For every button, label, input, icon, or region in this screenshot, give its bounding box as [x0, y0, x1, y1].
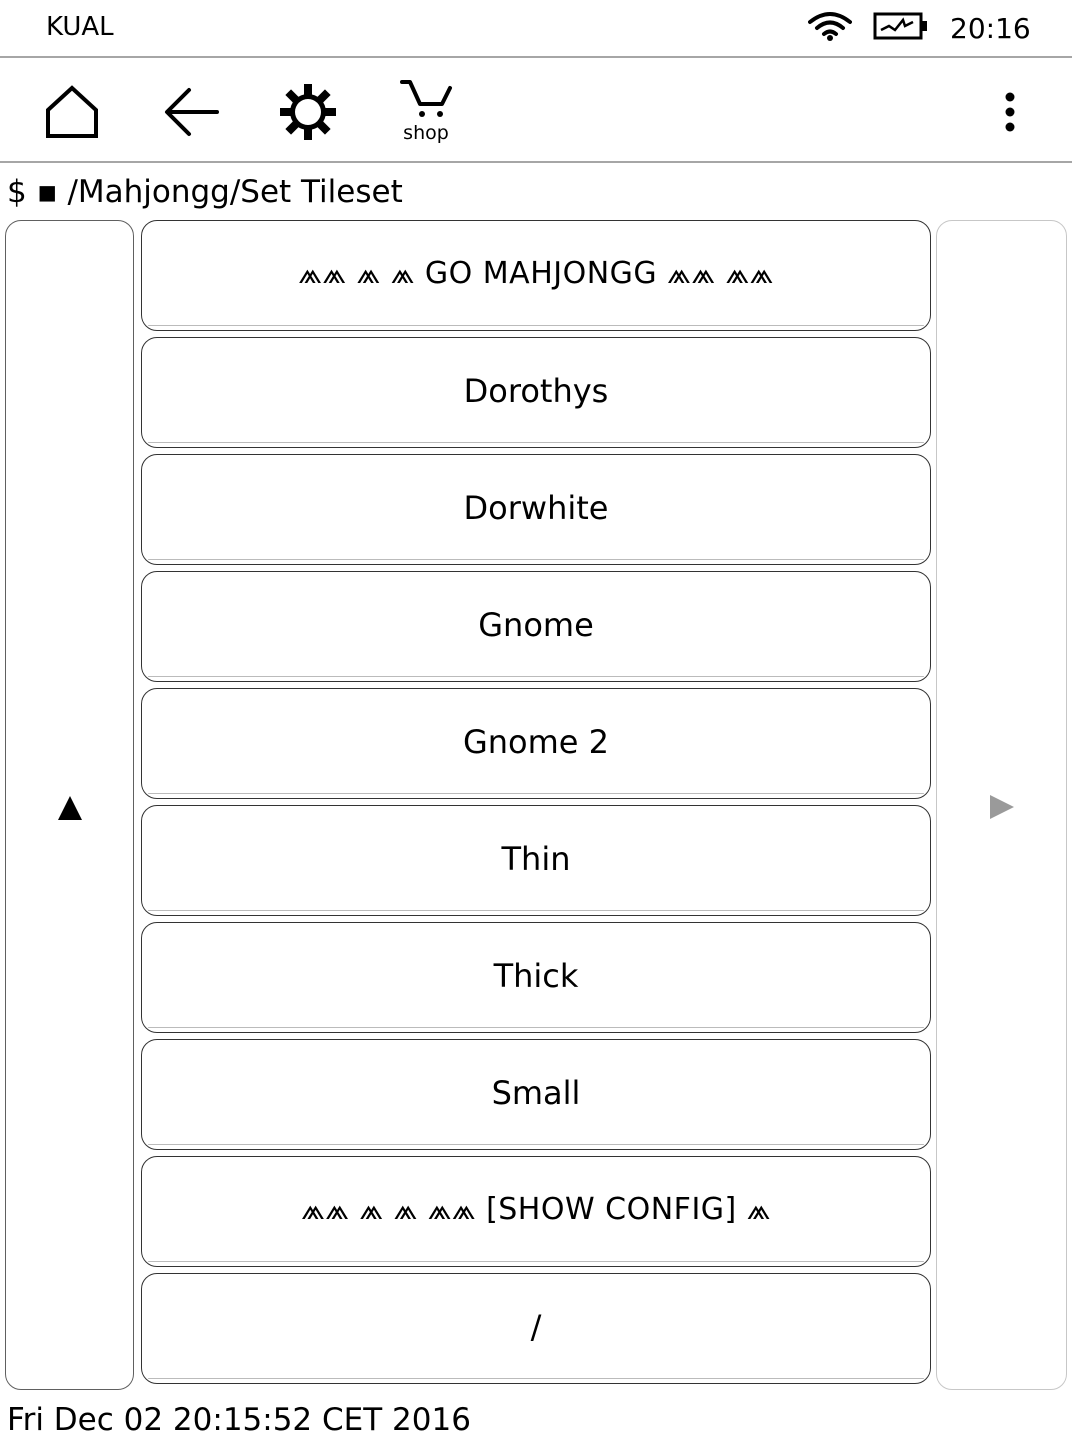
- footer-timestamp: Fri Dec 02 20:15:52 CET 2016: [7, 1402, 471, 1438]
- list-item-gnome-2[interactable]: [141, 688, 931, 799]
- menu-list: [141, 220, 931, 1390]
- list-item-label: Dorothys: [463, 371, 609, 410]
- list-item-label: Thick: [493, 956, 579, 995]
- back-arrow-icon: [163, 84, 221, 140]
- list-item-label: Gnome: [478, 605, 594, 644]
- breadcrumb: $ ▪ /Mahjongg/Set Tileset: [7, 174, 403, 210]
- list-item-thick[interactable]: [141, 922, 931, 1033]
- list-item-label: ⩕⩕ ⩕ ⩕ ⩕⩕ [SHOW CONFIG] ⩕: [301, 1192, 771, 1227]
- toolbar: [0, 58, 1072, 162]
- list-item-show-config[interactable]: [141, 1156, 931, 1267]
- list-item-thin[interactable]: [141, 805, 931, 916]
- list-item-go-mahjongg[interactable]: [141, 220, 931, 331]
- right-triangle-icon: [990, 795, 1014, 819]
- shop-label: shop: [403, 122, 449, 144]
- list-item-root[interactable]: [141, 1273, 931, 1384]
- list-item-label: Gnome 2: [462, 722, 610, 761]
- list-item-label: ⩕⩕ ⩕ ⩕ GO MAHJONGG ⩕⩕ ⩕⩕: [298, 256, 774, 291]
- app-title: KUAL: [46, 12, 114, 42]
- up-triangle-icon: [58, 796, 82, 820]
- settings-button[interactable]: [272, 78, 344, 146]
- list-item-dorothys[interactable]: [141, 337, 931, 448]
- battery-charging-icon: [873, 12, 929, 40]
- gear-icon: [278, 82, 338, 142]
- list-item-gnome[interactable]: [141, 571, 931, 682]
- list-item-label: /: [530, 1307, 542, 1346]
- vertical-dots-icon: [1004, 92, 1016, 132]
- status-bar: [0, 0, 1072, 56]
- back-button[interactable]: [156, 78, 228, 146]
- home-button[interactable]: [36, 78, 108, 146]
- list-item-dorwhite[interactable]: [141, 454, 931, 565]
- list-item-label: Thin: [501, 839, 571, 878]
- menu-button[interactable]: [974, 78, 1046, 146]
- list-item-label: Dorwhite: [463, 488, 609, 527]
- shop-button[interactable]: [390, 78, 462, 146]
- wifi-icon: [808, 10, 852, 42]
- clock: 20:16: [950, 12, 1031, 45]
- list-item-label: Small: [491, 1073, 581, 1112]
- toolbar-divider: [0, 161, 1072, 163]
- cart-icon: [398, 78, 454, 122]
- list-item-small[interactable]: [141, 1039, 931, 1150]
- home-icon: [44, 84, 100, 140]
